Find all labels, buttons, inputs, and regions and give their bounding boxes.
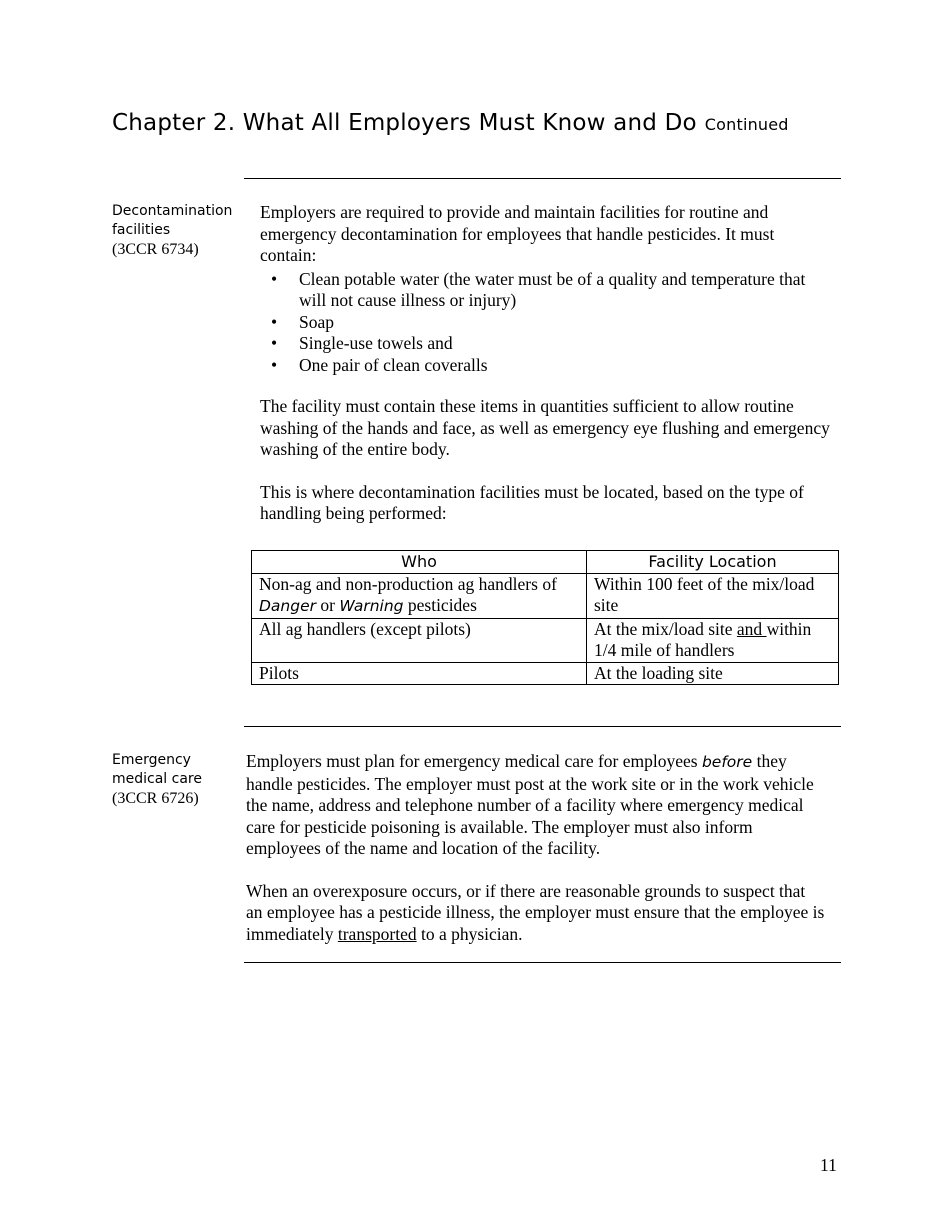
table-cell-location: At the mix/load site and within 1/4 mile of handlers	[587, 618, 839, 662]
column-header-location: Facility Location	[587, 551, 839, 574]
table-cell-who: All ag handlers (except pilots)	[252, 618, 587, 662]
table-row	[252, 618, 839, 662]
table-header-row	[252, 551, 839, 574]
table-cell-who: Non-ag and non-production ag handlers of Danger or Warning pesticides	[252, 573, 587, 618]
page-number: 11	[820, 1155, 837, 1175]
location-intro-paragraph: This is where decontamination facilities must be located, based on the type of handling being performed:	[260, 481, 804, 523]
danger-term: Danger	[259, 597, 317, 615]
list-item: • Soap	[271, 311, 334, 332]
warning-term: Warning	[339, 597, 404, 615]
quantity-paragraph: The facility must contain these items in quantities sufficient to allow routine washing of the hands and face, as well as emergency eye flushing and emergency washing of the entire body.	[260, 396, 830, 459]
bullet-icon: •	[271, 268, 278, 289]
table-cell-location: At the loading site	[587, 662, 839, 685]
list-item: • Clean potable water (the water must be of a quality and temperature that will not cause illness or injury)	[271, 268, 806, 310]
facility-location-table	[251, 550, 839, 685]
list-item: • One pair of clean coveralls	[271, 354, 488, 375]
table-cell-location: Within 100 feet of the mix/load site	[587, 573, 839, 618]
chapter-title: Chapter 2. What All Employers Must Know and Do	[112, 110, 697, 136]
page-title	[112, 110, 789, 136]
regulation-reference: (3CCR 6726)	[112, 790, 199, 807]
bullet-icon: •	[271, 333, 278, 353]
required-items-list	[260, 269, 835, 377]
bullet-icon: •	[271, 354, 278, 375]
transported-link-text: transported	[337, 923, 417, 944]
sidebar-label-decontamination	[112, 202, 244, 259]
table-row	[252, 573, 839, 618]
sidebar-label-emergency-care	[112, 751, 244, 808]
decontamination-body	[260, 202, 835, 525]
emergency-care-body	[246, 751, 826, 945]
intro-paragraph: Employers are required to provide and maintain facilities for routine and emergency decontamination for employees that handle pesticides. It must contain:	[260, 202, 775, 265]
regulation-reference: (3CCR 6734)	[112, 241, 199, 258]
section-divider-middle	[244, 726, 841, 727]
underlined-and: and	[736, 618, 767, 639]
label-line: facilities	[112, 222, 171, 238]
label-line: medical care	[112, 771, 202, 787]
column-header-who: Who	[252, 551, 587, 574]
label-line: Emergency	[112, 752, 191, 768]
bullet-icon: •	[271, 311, 278, 332]
label-line: Decontamination	[112, 203, 233, 219]
emergency-plan-paragraph: Employers must plan for emergency medical care for employees before they handle pesticides. The employer must post at the work site or in the work vehicle the name, address and telephone number of a facility where emergency medical care for pesticide poisoning is available. The employer must also inform employees of the name and location of the facility.	[246, 751, 814, 858]
before-emphasis: before	[701, 753, 753, 771]
table-row	[252, 662, 839, 685]
overexposure-paragraph: When an overexposure occurs, or if there are reasonable grounds to suspect that an employee has a pesticide illness, the employer must ensure that the employee is immediately transported to a physician.	[246, 880, 825, 944]
section-divider-bottom	[244, 962, 841, 963]
continued-label: Continued	[704, 115, 789, 134]
table-cell-who: Pilots	[252, 662, 587, 685]
list-item: • Single-use towels and	[271, 333, 453, 353]
section-divider-top	[244, 178, 841, 179]
